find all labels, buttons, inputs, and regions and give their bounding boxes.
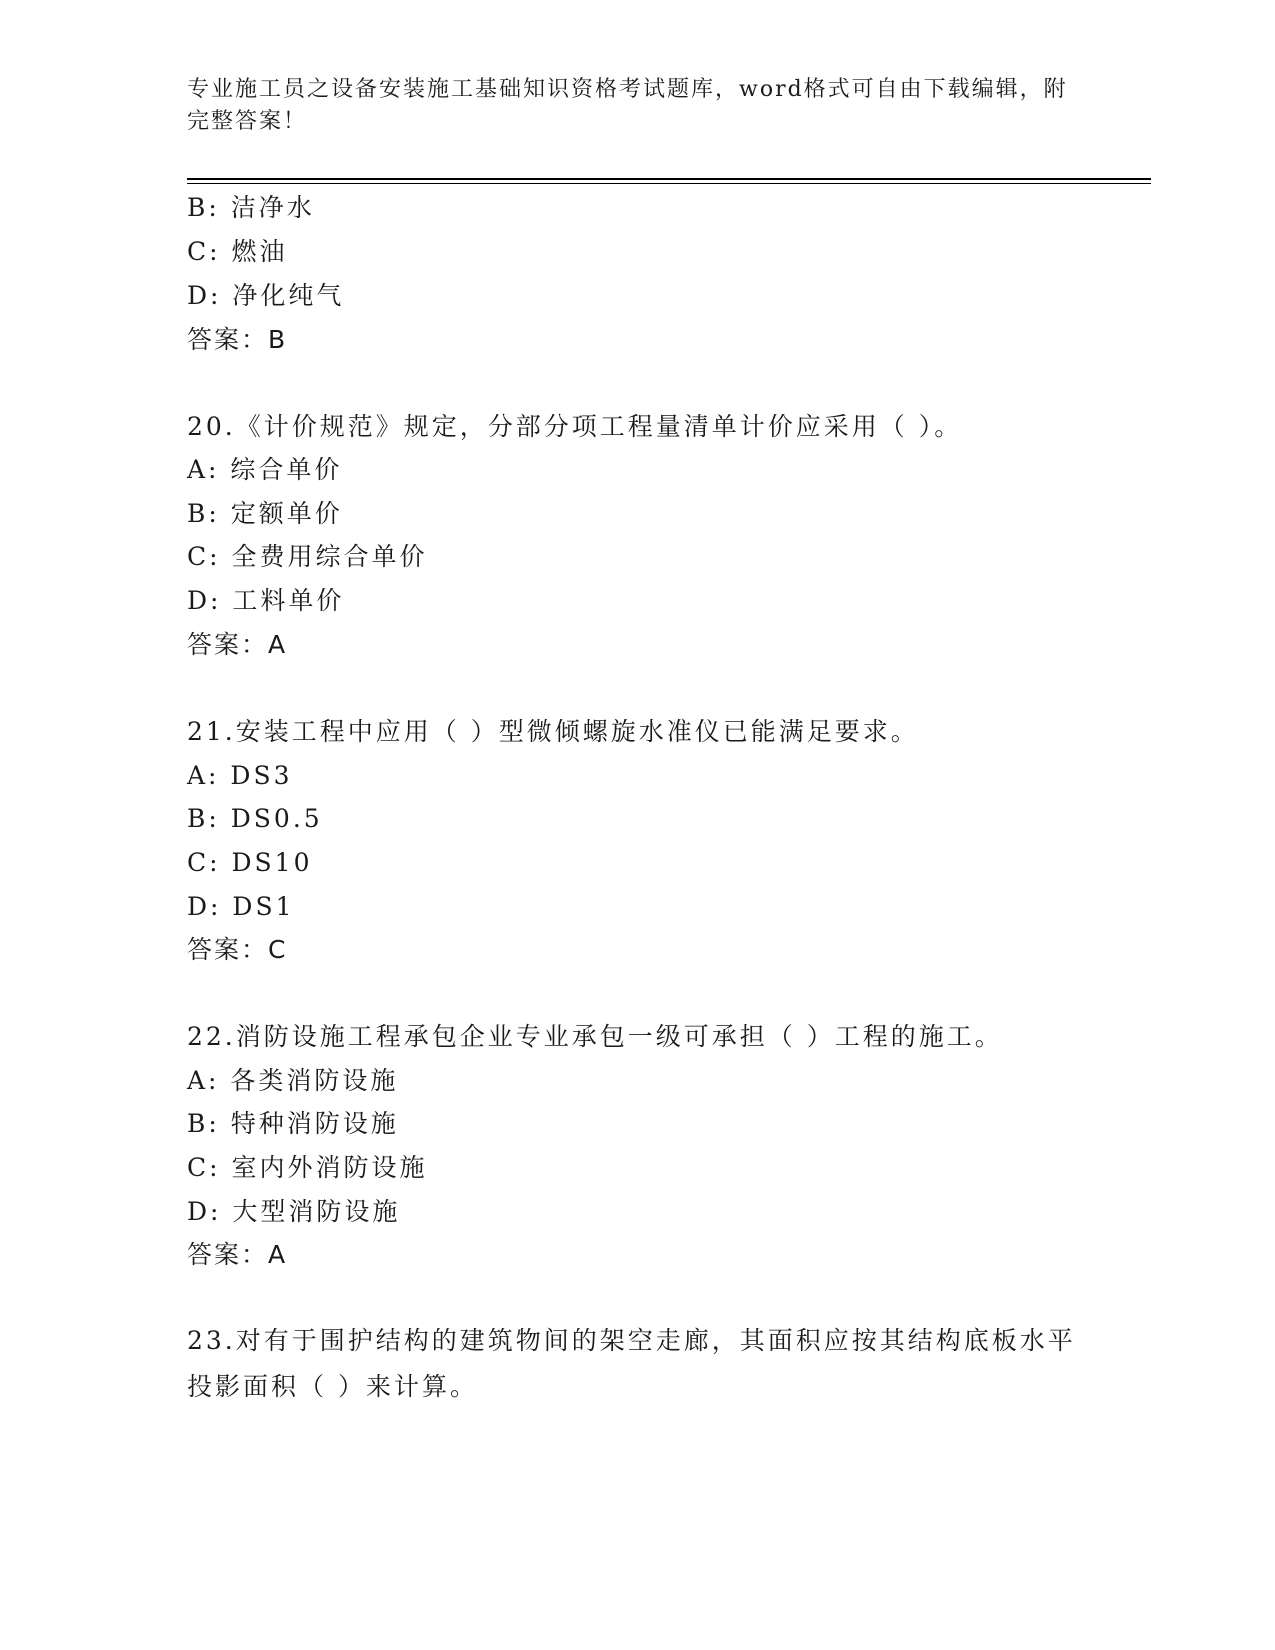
q22-stem: 22.消防设施工程承包企业专业承包一级可承担（ ）工程的施工。 (187, 1022, 1003, 1051)
header-rule-thick (187, 178, 1151, 180)
q20-answer: 答案：A (187, 630, 288, 659)
header-rule-thin (187, 183, 1151, 184)
q19-option-d: D: 净化纯气 (187, 281, 345, 310)
q22-answer: 答案：A (187, 1240, 288, 1269)
q21-option-d: D: DS1 (187, 892, 295, 921)
q21-option-c: C: DS10 (187, 848, 313, 877)
q22-option-b: B: 特种消防设施 (187, 1109, 399, 1138)
q19-answer: 答案：B (187, 325, 288, 354)
q23-stem: 23.对有于围护结构的建筑物间的架空走廊，其面积应按其结构底板水平投影面积（ ）来计算。 (187, 1326, 1076, 1401)
q19-option-c: C: 燃油 (187, 237, 288, 266)
q20-option-d: D: 工料单价 (187, 586, 345, 615)
q21-option-a: A: DS3 (187, 761, 293, 790)
q22-option-a: A: 各类消防设施 (187, 1066, 399, 1095)
q20-option-b: B: 定额单价 (187, 499, 343, 528)
q20-stem: 20.《计价规范》规定，分部分项工程量清单计价应采用（ ）。 (187, 412, 963, 441)
q22-option-c: C: 室内外消防设施 (187, 1153, 428, 1182)
q20-option-a: A: 综合单价 (187, 455, 343, 484)
q20-option-c: C: 全费用综合单价 (187, 542, 428, 571)
q21-stem: 21.安装工程中应用（ ）型微倾螺旋水准仪已能满足要求。 (187, 717, 919, 746)
q21-answer: 答案：C (187, 935, 288, 964)
q21-option-b: B: DS0.5 (187, 804, 323, 833)
document-header: 专业施工员之设备安装施工基础知识资格考试题库，word格式可自由下载编辑，附完整答案！ (187, 77, 1068, 134)
q22-option-d: D: 大型消防设施 (187, 1197, 401, 1226)
q19-option-b: B: 洁净水 (187, 193, 315, 222)
